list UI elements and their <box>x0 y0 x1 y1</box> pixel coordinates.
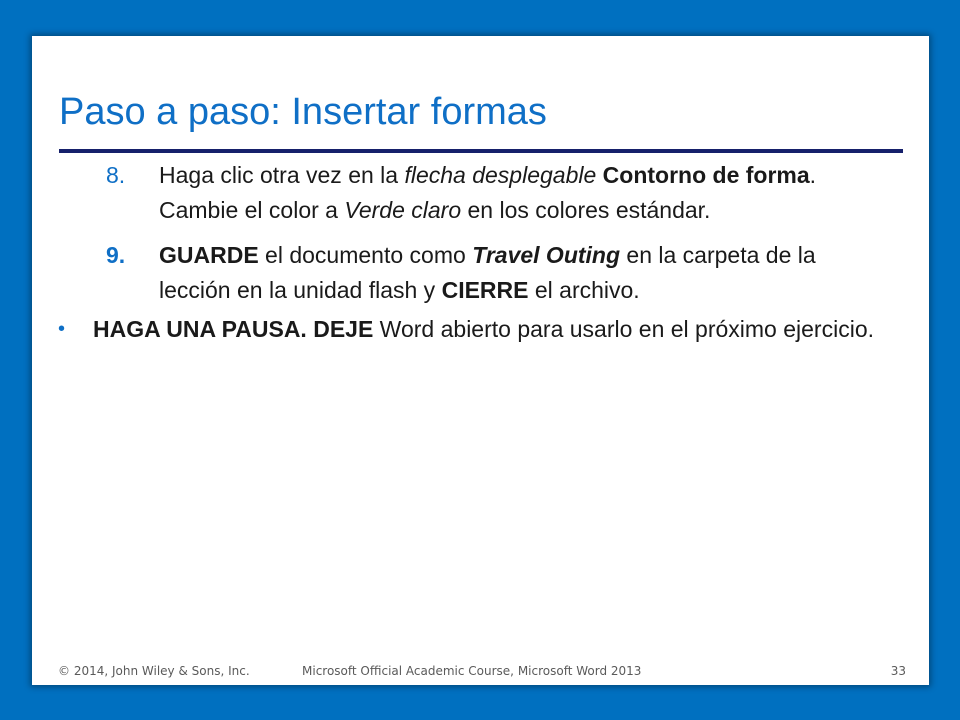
step-text-bold: GUARDE <box>159 242 259 268</box>
title-underline <box>59 149 903 153</box>
slide-content <box>32 158 929 370</box>
step-8 <box>32 158 929 228</box>
step-text: el archivo. <box>528 277 640 303</box>
step-number: 9. <box>106 242 126 268</box>
step-text: Haga clic otra vez en la <box>159 162 405 188</box>
footer-copyright: © 2014, John Wiley & Sons, Inc. <box>58 664 250 678</box>
step-text: en los colores estándar. <box>461 197 711 223</box>
footer-course: Microsoft Official Academic Course, Microsoft Word 2013 <box>302 664 642 678</box>
footer-page-number: 33 <box>890 664 906 678</box>
step-text-bold: Contorno de forma <box>602 162 810 188</box>
bullet-text-bold: HAGA UNA PAUSA. DEJE <box>93 316 374 342</box>
step-text: . Cambie el color a <box>159 162 817 223</box>
step-text-italic: Verde claro <box>344 197 462 223</box>
step-number: 8. <box>106 162 126 188</box>
step-text-bold: CIERRE <box>441 277 529 303</box>
step-text: el documento como <box>258 242 473 268</box>
step-9 <box>32 238 929 308</box>
step-text-italic: flecha desplegable <box>404 162 597 188</box>
bullet-dot-icon: • <box>58 318 66 340</box>
step-text: en la carpeta de la lección en la unidad flash y <box>159 242 816 303</box>
bullet-text: Word abierto para usarlo en el próximo ejercicio. <box>373 316 874 342</box>
step-text-bold-italic: Travel Outing <box>472 242 621 268</box>
bullet-item <box>32 312 929 347</box>
slide-title: Paso a paso: Insertar formas <box>59 91 547 133</box>
slide <box>32 36 929 685</box>
